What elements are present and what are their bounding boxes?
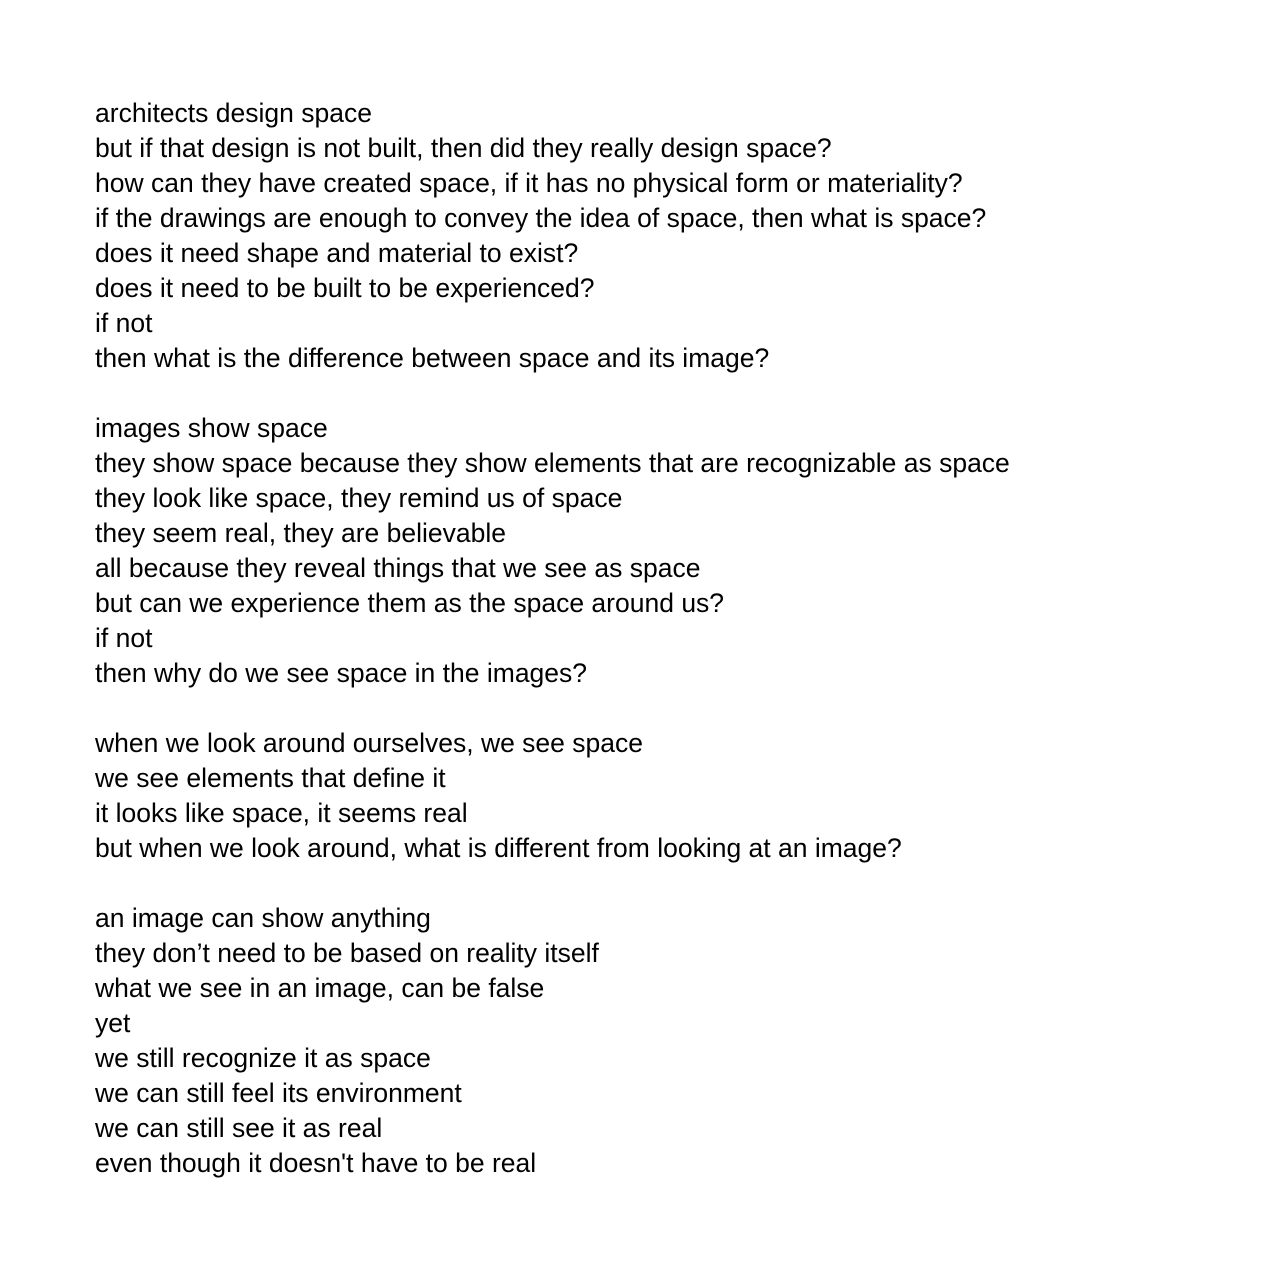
poem-line: but if that design is not built, then did they really design space? bbox=[95, 133, 832, 163]
stanza-3 bbox=[95, 726, 1245, 866]
poem-line: even though it doesn't have to be real bbox=[95, 1148, 537, 1178]
poem-line: yet bbox=[95, 1008, 131, 1038]
poem-line: an image can show anything bbox=[95, 903, 431, 933]
poem-line: does it need to be built to be experienced? bbox=[95, 273, 595, 303]
poem-line: if not bbox=[95, 623, 153, 653]
poem-document bbox=[95, 96, 1245, 1181]
poem-line: they show space because they show elements that are recognizable as space bbox=[95, 448, 1010, 478]
poem-line: we see elements that define it bbox=[95, 763, 446, 793]
poem-line: they seem real, they are believable bbox=[95, 518, 506, 548]
poem-line: if not bbox=[95, 308, 153, 338]
poem-line: it looks like space, it seems real bbox=[95, 798, 468, 828]
poem-line: but when we look around, what is different from looking at an image? bbox=[95, 833, 902, 863]
poem-line: they don’t need to be based on reality itself bbox=[95, 938, 599, 968]
poem-line: architects design space bbox=[95, 98, 372, 128]
stanza-4 bbox=[95, 901, 1245, 1181]
poem-line: then why do we see space in the images? bbox=[95, 658, 588, 688]
poem-line: then what is the difference between space and its image? bbox=[95, 343, 770, 373]
poem-line: how can they have created space, if it has no physical form or materiality? bbox=[95, 168, 963, 198]
poem-line: all because they reveal things that we see as space bbox=[95, 553, 701, 583]
poem-line: when we look around ourselves, we see space bbox=[95, 728, 643, 758]
poem-line: images show space bbox=[95, 413, 328, 443]
poem-line: but can we experience them as the space around us? bbox=[95, 588, 725, 618]
poem-line: if the drawings are enough to convey the idea of space, then what is space? bbox=[95, 203, 987, 233]
poem-line: we still recognize it as space bbox=[95, 1043, 431, 1073]
stanza-1 bbox=[95, 96, 1245, 376]
poem-line: does it need shape and material to exist? bbox=[95, 238, 579, 268]
poem-line: we can still feel its environment bbox=[95, 1078, 462, 1108]
stanza-2 bbox=[95, 411, 1245, 691]
poem-line: we can still see it as real bbox=[95, 1113, 383, 1143]
poem-line: what we see in an image, can be false bbox=[95, 973, 545, 1003]
poem-line: they look like space, they remind us of space bbox=[95, 483, 623, 513]
